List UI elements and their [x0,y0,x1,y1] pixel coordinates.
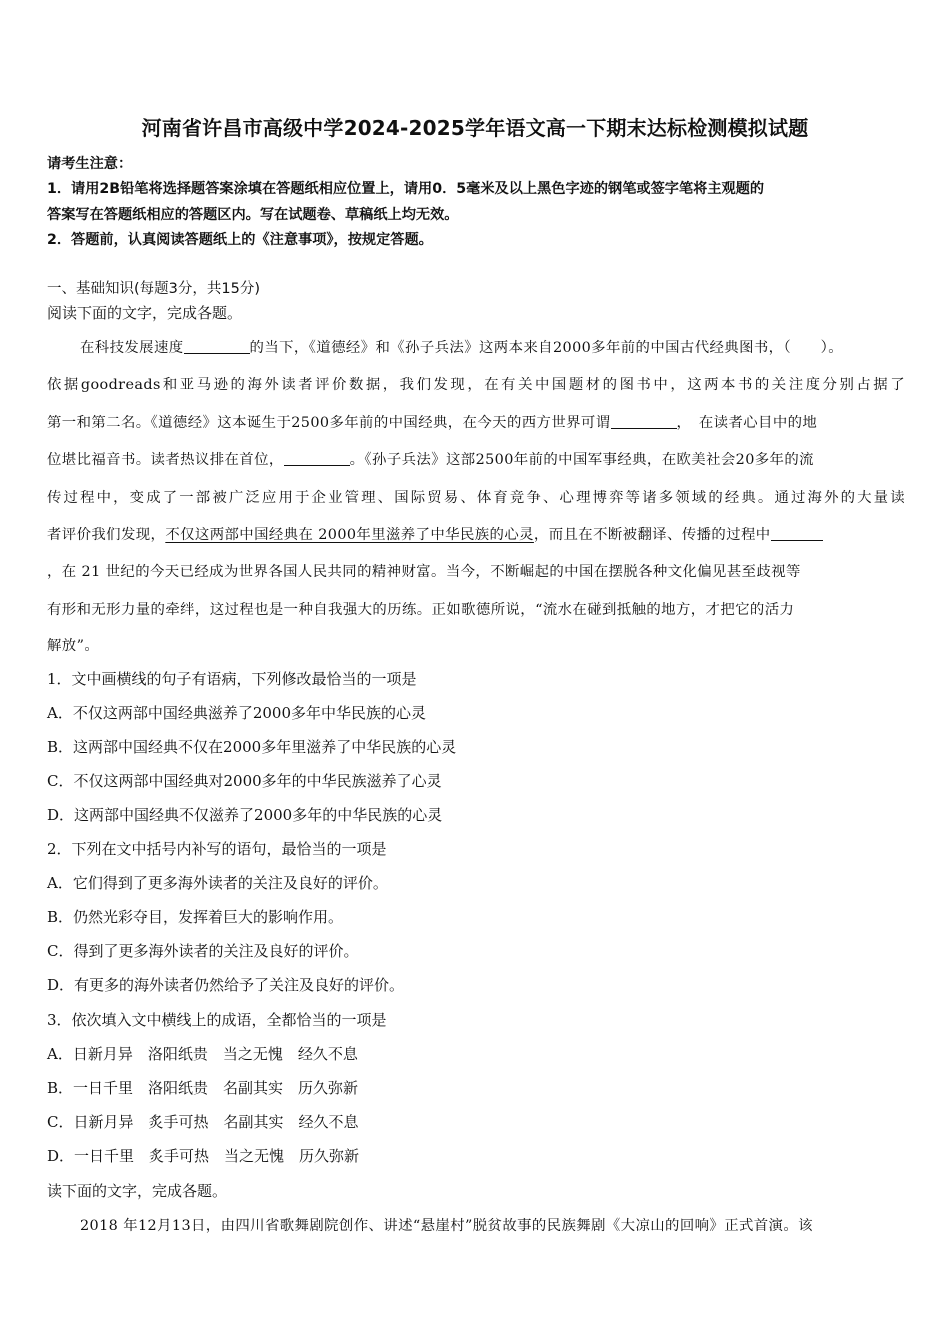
section-2-instruction: 读下面的文字，完成各题。 [47,1182,228,1200]
question-2-option-d: D．有更多的海外读者仍然给予了关注及良好的评价。 [47,976,405,994]
notice-heading: 请考生注意： [47,156,133,172]
question-2-option-c: C．得到了更多海外读者的关注及良好的评价。 [47,942,359,960]
passage-text: 在科技发展速度 [80,340,184,356]
passage-line-8: 有形和无形力量的牵绊，这过程也是一种自我强大的历练。正如歌德所说，“流水在碰到抵触的地方，才把它的活力 [47,602,795,618]
question-2-stem: 2．下列在文中括号内补写的语句，最恰当的一项是 [47,840,387,858]
passage-line-1 [80,336,843,357]
section-1-instruction: 阅读下面的文字，完成各题。 [47,304,243,322]
question-1-option-b: B．这两部中国经典不仅在2000多年里滋养了中华民族的心灵 [47,738,457,756]
passage-text: 。《孙子兵法》这部2500年前的中国军事经典，在欧美社会20多年的流 [349,452,814,468]
passage-line-6 [47,523,823,544]
fill-blank-4 [771,526,823,541]
passage-text: ， 在读者心目中的地 [676,415,818,431]
passage-line-3 [47,411,817,432]
exam-title: 河南省许昌市高级中学2024-2025学年语文高一下期末达标检测模拟试题 [141,116,809,140]
notice-line-3: 2．答题前，认真阅读答题纸上的《注意事项》，按规定答题。 [47,232,433,248]
passage-line-5: 传过程中，变成了一部被广泛应用于企业管理、国际贸易、体育竞争、心理博弈等诸多领域的经典。通过海外的大量读 [47,490,905,506]
passage-text: 第一和第二名。《道德经》这本诞生于2500多年前的中国经典，在今天的西方世界可谓 [47,415,611,431]
fill-blank-3 [284,451,350,466]
question-3-stem: 3．依次填入文中横线上的成语，全都恰当的一项是 [47,1011,387,1029]
notice-line-2: 答案写在答题纸相应的答题区内。写在试题卷、草稿纸上均无效。 [47,207,459,223]
passage-line-9: 解放”。 [47,638,100,654]
notice-line-1: 1．请用2B铅笔将选择题答案涂填在答题纸相应位置上，请用0．5毫米及以上黑色字迹的钢笔或签字笔将主观题的 [47,181,765,197]
question-3-option-b: B．一日千里 洛阳纸贵 名副其实 历久弥新 [47,1079,359,1097]
question-1-option-c: C．不仅这两部中国经典对2000多年的中华民族滋养了心灵 [47,772,442,790]
question-3-option-d: D．一日千里 炙手可热 当之无愧 历久弥新 [47,1147,360,1165]
question-3-option-c: C．日新月异 炙手可热 名副其实 经久不息 [47,1113,359,1131]
question-2-option-b: B．仍然光彩夺目，发挥着巨大的影响作用。 [47,908,344,926]
question-1-stem: 1．文中画横线的句子有语病，下列修改最恰当的一项是 [47,670,417,688]
underlined-sentence: 不仅这两部中国经典在 2000年里滋养了中华民族的心灵 [165,527,534,543]
passage-line-4 [47,448,814,469]
fill-blank-2 [611,414,677,429]
passage-text: 者评价我们发现， [47,527,166,543]
passage-line-7: ，在 21 世纪的今天已经成为世界各国人民共同的精神财富。当今，不断崛起的中国在摆脱各种文化偏见甚至歧视等 [47,564,801,580]
passage-line-2: 依据goodreads和亚马逊的海外读者评价数据，我们发现，在有关中国题材的图书中，这两本书的关注度分别占据了 [47,377,905,393]
section-1-heading: 一、基础知识(每题3分，共15分) [47,281,260,297]
passage-2-line-1: 2018 年12月13日，由四川省歌舞剧院创作、讲述“悬崖村”脱贫故事的民族舞剧《大凉山的回响》正式首演。该 [80,1218,813,1234]
question-1-option-d: D．这两部中国经典不仅滋养了2000多年的中华民族的心灵 [47,806,443,824]
passage-text: 位堪比福音书。读者热议排在首位， [47,452,284,468]
passage-text: ，而且在不断被翻译、传播的过程中 [533,527,771,543]
fill-blank-1 [184,339,250,354]
passage-text: 的当下，《道德经》和《孙子兵法》这两本来自2000多年前的中国古代经典图书，（ ）。 [249,340,844,356]
question-3-option-a: A．日新月异 洛阳纸贵 当之无愧 经久不息 [47,1045,358,1063]
question-1-option-a: A．不仅这两部中国经典滋养了2000多年中华民族的心灵 [47,704,427,722]
question-2-option-a: A．它们得到了更多海外读者的关注及良好的评价。 [47,874,388,892]
